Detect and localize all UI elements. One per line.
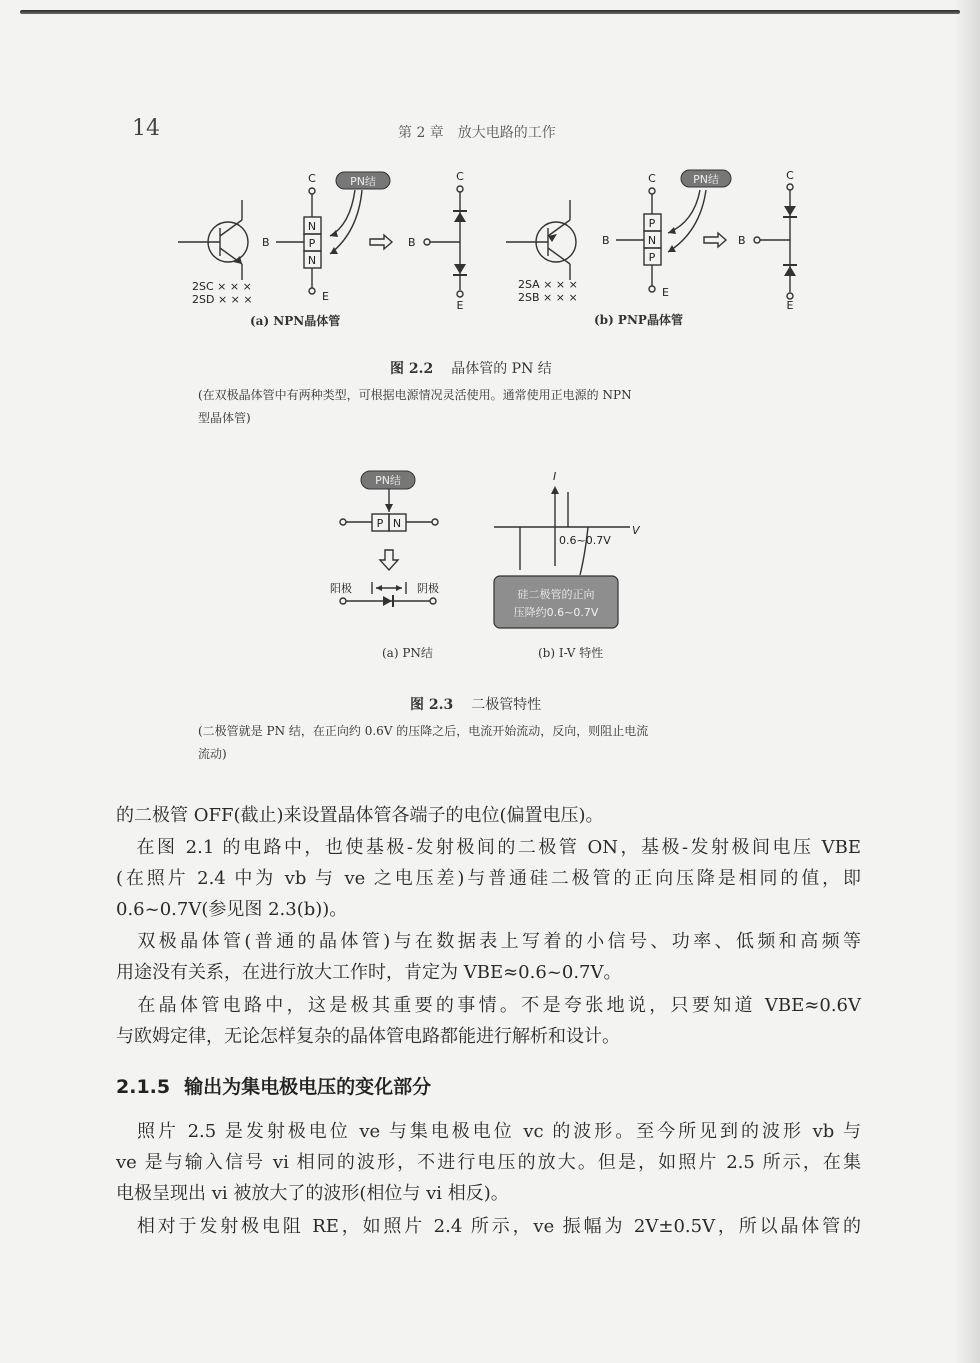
- text-line: 在晶体管电路中，这是极其重要的事情。不是夸张地说，只要知道 VBE≈0.6V: [116, 995, 861, 1016]
- figure-2-3a-caption: (a) PN结: [382, 646, 433, 660]
- pnp-layer-top: P: [648, 217, 656, 230]
- paragraph-5: [116, 1116, 861, 1209]
- npn-eq-label-c: C: [456, 170, 464, 183]
- iv-v-label: V: [632, 524, 640, 537]
- text-line: 电极呈现出 vi 被放大了的波形(相位与 vi 相反)。: [116, 1183, 509, 1204]
- pn-p-label: P: [376, 517, 384, 530]
- npn-part-2sc: 2SC × × ×: [192, 280, 252, 293]
- cathode-label: 阴极: [417, 582, 439, 595]
- text-line: 与欧姆定律，无论怎样复杂的晶体管电路都能进行解析和设计。: [116, 1026, 620, 1047]
- pnp-part-2sb: 2SB × × ×: [518, 291, 578, 304]
- anode-label: 阳极: [330, 582, 352, 595]
- pn-n-label: N: [392, 517, 402, 530]
- npn-bubble-label: PN结: [350, 175, 376, 188]
- pnp-eq-label-e: E: [786, 299, 794, 312]
- figure-2-3b-caption: (b) I-V 特性: [538, 646, 604, 660]
- running-head: 第 2 章 放大电路的工作: [398, 125, 556, 141]
- figure-2-2b-caption: (b) PNP晶体管: [594, 313, 683, 327]
- npn-layer-bot: N: [307, 254, 317, 267]
- figure-2-2-note: [198, 384, 778, 430]
- page-number: 14: [132, 116, 160, 141]
- text-line: 双极晶体管(普通的晶体管)与在数据表上写着的小信号、功率、低频和高频等: [116, 931, 861, 952]
- paragraph-2: [116, 832, 861, 925]
- text-line: 相对于发射极电阻 RE，如照片 2.4 所示，ve 振幅为 2V±0.5V，所以晶体管的: [116, 1216, 861, 1237]
- npn-part-2sd: 2SD × × ×: [192, 293, 253, 306]
- npn-eq-label-e: E: [456, 299, 464, 312]
- figure-2-2-number: 图 2.2: [390, 361, 434, 377]
- paragraph-6: [116, 1211, 861, 1242]
- pnp-eq-label-c: C: [786, 169, 794, 182]
- text-line: 0.6~0.7V(参见图 2.3(b))。: [116, 899, 348, 920]
- npn-eq-label-b: B: [408, 236, 416, 249]
- pn-bubble-label: PN结: [375, 474, 401, 487]
- pn-down-hollow-arrow-icon: [380, 550, 398, 570]
- figure-2-2-title-text: 晶体管的 PN 结: [451, 361, 552, 377]
- npn-label-e: E: [322, 290, 329, 303]
- text-line: (在照片 2.4 中为 vb 与 ve 之电压差)与普通硅二极管的正向压降是相同的值，即: [116, 868, 861, 889]
- text-line: 的二极管 OFF(截止)来设置晶体管各端子的电位(偏置电压)。: [116, 805, 604, 826]
- npn-label-b: B: [262, 236, 270, 249]
- figure-2-2a-caption: (a) NPN晶体管: [250, 314, 341, 328]
- pnp-layer-mid: N: [647, 234, 657, 247]
- figure-2-3-note-line: 流动): [198, 747, 227, 761]
- figure-2-2-note-line: (在双极晶体管中有两种类型，可根据电源情况灵活使用。通常使用正电源的 NPN: [198, 388, 632, 402]
- npn-layer-top: N: [307, 220, 317, 233]
- pnp-eq-label-b: B: [738, 234, 746, 247]
- text-line: 照片 2.5 是发射极电位 ve 与集电极电位 vc 的波形。至今所见到的波形 vb 与: [116, 1121, 861, 1142]
- npn-label-c: C: [308, 172, 316, 185]
- text-line: 用途没有关系，在进行放大工作时，肯定为 VBE≈0.6~0.7V。: [116, 962, 622, 983]
- figure-2-3-diagram: [0, 450, 980, 650]
- iv-i-label: I: [553, 470, 557, 483]
- figure-2-3-title: [410, 694, 541, 714]
- figure-2-2-title: [390, 358, 552, 378]
- section-number: 2.1.5: [116, 1076, 171, 1098]
- iv-callout-line: 压降约0.6~0.7V: [513, 606, 599, 619]
- figure-2-3-number: 图 2.3: [410, 697, 454, 713]
- iv-callout-line: 硅二极管的正向: [517, 588, 595, 601]
- figure-2-3-note-line: (二极管就是 PN 结，在正向约 0.6V 的压降之后，电流开始流动，反向，则阻止电流: [198, 724, 649, 738]
- pnp-part-2sa: 2SA × × ×: [518, 278, 578, 291]
- figure-2-3-note: [198, 720, 778, 766]
- figure-2-2-note-line: 型晶体管): [198, 411, 251, 425]
- text-line: ve 是与输入信号 vi 相同的波形，不进行电压的放大。但是，如照片 2.5 所示，在集: [116, 1152, 861, 1173]
- section-title: 输出为集电极电压的变化部分: [184, 1076, 432, 1098]
- pnp-label-c: C: [648, 172, 656, 185]
- paragraph-1: [116, 800, 861, 831]
- paragraph-4: [116, 990, 861, 1052]
- iv-threshold-label: 0.6~0.7V: [559, 534, 611, 547]
- paragraph-3: [116, 926, 861, 988]
- figure-2-2-diagram: [0, 0, 980, 340]
- pnp-label-b: B: [602, 234, 610, 247]
- text-line: 在图 2.1 的电路中，也使基极-发射极间的二极管 ON，基极-发射极间电压 VBE: [116, 837, 861, 858]
- figure-2-3-title-text: 二极管特性: [471, 697, 542, 713]
- npn-layer-mid: P: [308, 237, 316, 250]
- section-heading: [116, 1072, 431, 1099]
- pnp-bubble-label: PN结: [693, 173, 719, 186]
- pnp-label-e: E: [662, 286, 669, 299]
- pnp-layer-bot: P: [648, 251, 656, 264]
